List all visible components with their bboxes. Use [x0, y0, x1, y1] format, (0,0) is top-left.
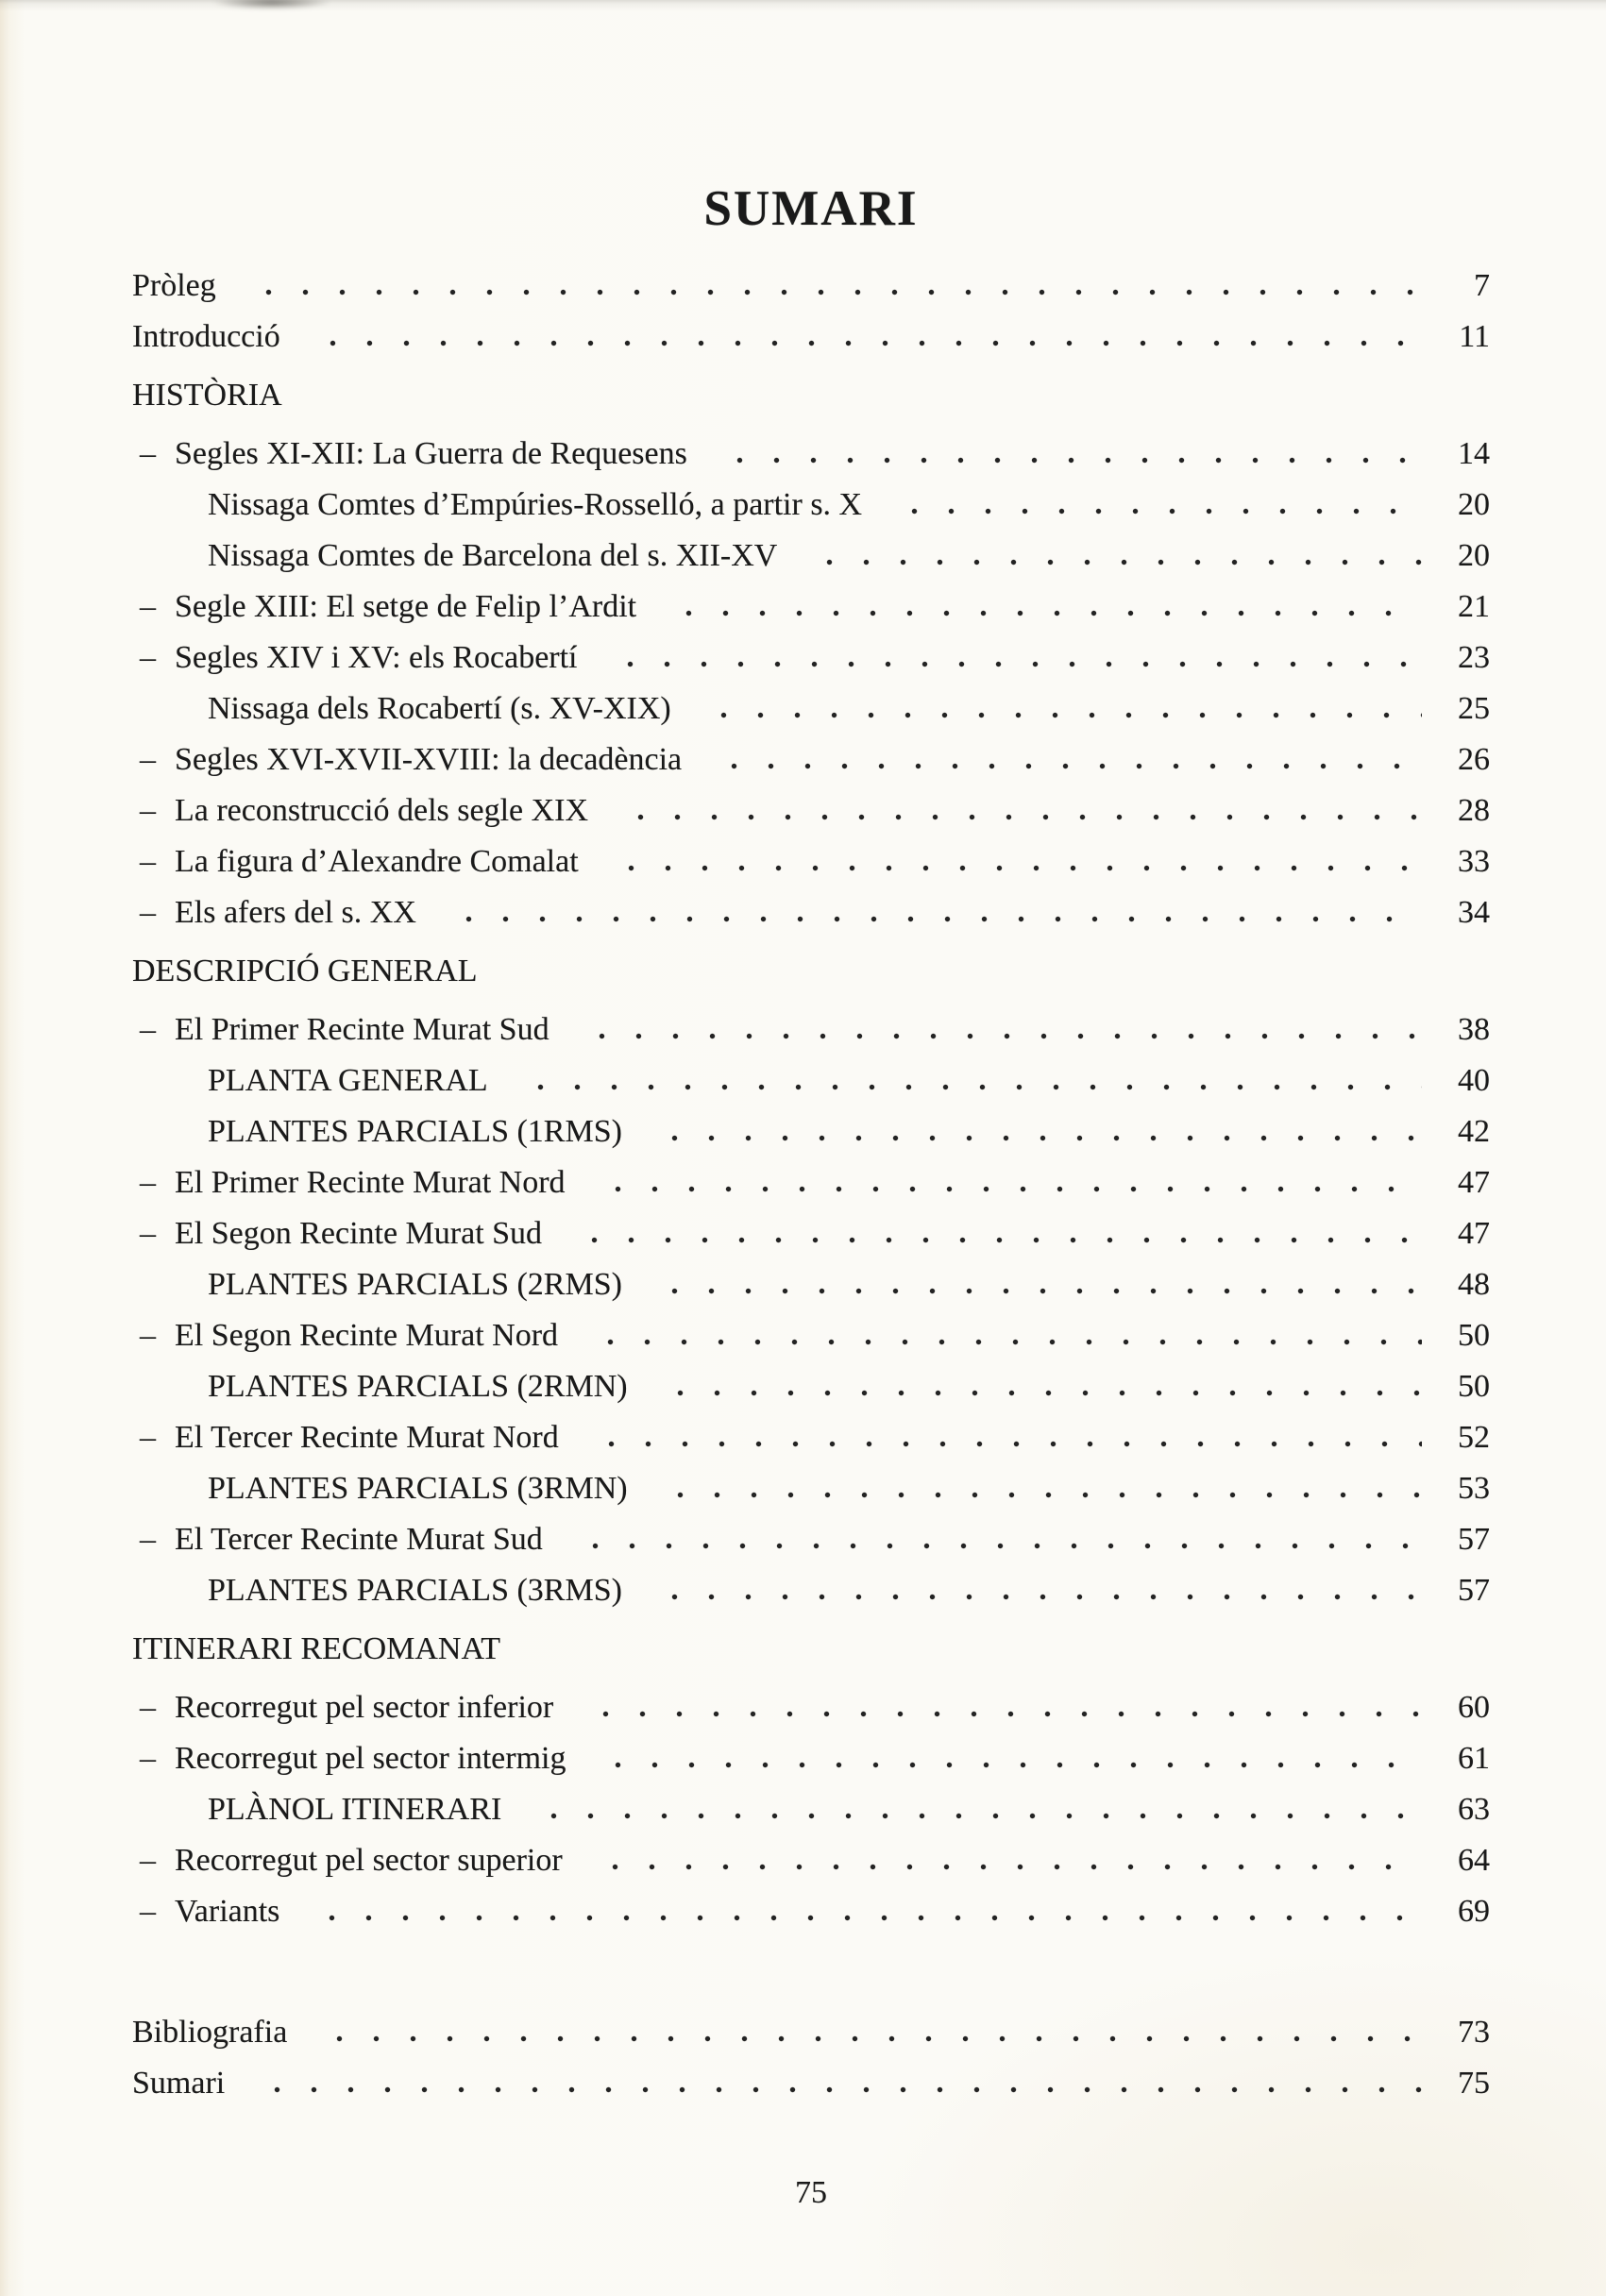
toc-entry-page: 75: [1458, 2066, 1490, 2101]
toc-entry-page: 20: [1458, 487, 1490, 522]
toc-row: [132, 1624, 1490, 1675]
toc-entry-label: La reconstrucció dels segle XIX: [175, 793, 589, 828]
toc-entry-page: 47: [1458, 1165, 1490, 1200]
dot-leader: [656, 1490, 1422, 1498]
toc-entry-label: Nissaga Comtes de Barcelona del s. XII-XV: [208, 538, 778, 573]
toc-row: [132, 1565, 1490, 1616]
toc-entry-label: PLANTA GENERAL: [208, 1063, 488, 1098]
toc-entry-page: 23: [1458, 640, 1490, 675]
toc-entry-page: 42: [1458, 1114, 1490, 1149]
dash-marker: –: [140, 640, 156, 675]
toc-row: [132, 480, 1490, 531]
toc-row: [132, 1682, 1490, 1733]
toc-row: [132, 1784, 1490, 1835]
dot-leader: [617, 812, 1422, 820]
dash-marker: –: [140, 1522, 156, 1557]
toc-entry-label: El Segon Recinte Murat Sud: [175, 1216, 543, 1251]
toc-entry-page: 60: [1458, 1690, 1490, 1725]
dot-leader: [586, 1337, 1422, 1345]
dot-leader: [700, 710, 1422, 718]
toc-entry-label: Sumari: [132, 2066, 226, 2101]
toc-entry-label: PLANTES PARCIALS (1RMS): [208, 1114, 622, 1149]
toc-row: [132, 1463, 1490, 1514]
toc-entry-label: Segles XVI-XVII-XVIII: la decadència: [175, 742, 683, 777]
toc-entry-label: DESCRIPCIÓ GENERAL: [132, 954, 478, 988]
dot-leader: [716, 455, 1422, 464]
toc-entry-label: PLANTES PARCIALS (3RMN): [208, 1471, 628, 1506]
dot-leader: [570, 1235, 1422, 1243]
dash-marker: –: [140, 844, 156, 879]
footer-page-number: 75: [795, 2175, 827, 2210]
toc-entry-label: PLANTES PARCIALS (2RMS): [208, 1267, 622, 1302]
toc-entry-label: El Tercer Recinte Murat Sud: [175, 1522, 543, 1557]
toc-row: [132, 1208, 1490, 1259]
toc-entry-page: 28: [1458, 793, 1490, 828]
toc-row: [132, 633, 1490, 684]
toc-entry-label: PLANTES PARCIALS (3RMS): [208, 1573, 622, 1608]
toc-row: [132, 1514, 1490, 1565]
dash-marker: –: [140, 1843, 156, 1878]
toc-entry-label: Variants: [175, 1894, 280, 1929]
toc-entry-page: 26: [1458, 742, 1490, 777]
dot-leader: [651, 1286, 1422, 1294]
dash-marker: –: [140, 1741, 156, 1776]
dot-leader: [607, 863, 1422, 871]
dot-leader: [445, 914, 1422, 922]
toc-row: [132, 1055, 1490, 1106]
page-content: [132, 0, 1490, 2219]
dot-leader: [606, 659, 1423, 667]
toc-row: [132, 1886, 1490, 1937]
dash-marker: –: [140, 742, 156, 777]
toc-entry-label: Segle XIII: El setge de Felip l’Ardit: [175, 589, 637, 624]
dot-leader: [516, 1082, 1422, 1090]
toc-entry-label: Pròleg: [132, 268, 216, 303]
page-title: SUMARI: [703, 181, 919, 236]
dash-marker: –: [140, 1216, 156, 1251]
dot-leader: [308, 1913, 1422, 1921]
dot-leader: [582, 1709, 1422, 1717]
toc-entry-page: 52: [1458, 1420, 1490, 1455]
toc-entry-page: 50: [1458, 1369, 1490, 1404]
toc-row: [132, 1004, 1490, 1055]
dash-marker: –: [140, 1012, 156, 1047]
toc-entry-label: La figura d’Alexandre Comalat: [175, 844, 579, 879]
dot-leader: [805, 557, 1422, 566]
toc-row: [132, 734, 1490, 785]
dot-leader: [710, 761, 1422, 769]
toc-entry-page: 50: [1458, 1318, 1490, 1353]
dot-leader: [315, 2034, 1422, 2042]
toc-entry-page: 63: [1458, 1792, 1490, 1827]
dash-marker: –: [140, 589, 156, 624]
toc-row: [132, 785, 1490, 836]
toc-row: [132, 2007, 1490, 2058]
toc-entry-page: 14: [1458, 436, 1490, 471]
toc-entry-label: PLANTES PARCIALS (2RMN): [208, 1369, 628, 1404]
toc-entry-label: Nissaga Comtes d’Empúries-Rosselló, a partir s. X: [208, 487, 863, 522]
toc-row: [132, 312, 1490, 363]
dot-leader: [571, 1541, 1422, 1549]
toc-row: [132, 946, 1490, 997]
toc-entry-page: 34: [1458, 895, 1490, 930]
toc-entry-label: El Segon Recinte Murat Nord: [175, 1318, 559, 1353]
dash-marker: –: [140, 1894, 156, 1929]
toc-entry-page: 64: [1458, 1843, 1490, 1878]
toc-entry-page: 40: [1458, 1063, 1490, 1098]
toc-entry-page: 20: [1458, 538, 1490, 573]
dot-leader: [253, 2085, 1422, 2093]
dot-leader: [651, 1133, 1422, 1141]
toc-row: [132, 1106, 1490, 1157]
table-of-contents: [132, 261, 1490, 2109]
toc-row: [132, 429, 1490, 480]
toc-entry-page: 33: [1458, 844, 1490, 879]
toc-row: [132, 1835, 1490, 1886]
toc-row: [132, 1733, 1490, 1784]
toc-entry-page: 57: [1458, 1522, 1490, 1557]
toc-entry-label: ITINERARI RECOMANAT: [132, 1631, 501, 1666]
toc-row: [132, 370, 1490, 421]
toc-row: [132, 1259, 1490, 1310]
toc-entry-label: Introducció: [132, 319, 280, 354]
toc-entry-page: 25: [1458, 691, 1490, 726]
toc-entry-label: El Primer Recinte Murat Sud: [175, 1012, 549, 1047]
dot-leader: [594, 1184, 1422, 1192]
toc-entry-page: 11: [1459, 319, 1490, 354]
dot-leader: [578, 1031, 1422, 1039]
toc-entry-page: 61: [1458, 1741, 1490, 1776]
dash-marker: –: [140, 436, 156, 471]
dot-leader: [656, 1388, 1422, 1396]
toc-entry-label: HISTÒRIA: [132, 378, 282, 413]
toc-entry-page: 47: [1458, 1216, 1490, 1251]
dash-marker: –: [140, 1690, 156, 1725]
toc-row: [132, 1412, 1490, 1463]
dot-leader: [530, 1811, 1422, 1819]
toc-entry-label: PLÀNOL ITINERARI: [208, 1792, 502, 1827]
dot-leader: [594, 1760, 1422, 1768]
dot-leader: [587, 1439, 1422, 1447]
dot-leader: [890, 506, 1422, 515]
toc-row: [132, 1361, 1490, 1412]
toc-entry-page: 73: [1458, 2015, 1490, 2050]
toc-row: [132, 684, 1490, 734]
toc-entry-label: El Tercer Recinte Murat Nord: [175, 1420, 559, 1455]
dash-marker: –: [140, 793, 156, 828]
toc-entry-page: 21: [1458, 589, 1490, 624]
toc-entry-page: 57: [1458, 1573, 1490, 1608]
toc-entry-label: Segles XIV i XV: els Rocabertí: [175, 640, 578, 675]
dot-leader: [245, 287, 1422, 295]
toc-row: [132, 1310, 1490, 1361]
toc-entry-page: 48: [1458, 1267, 1490, 1302]
toc-row: [132, 582, 1490, 633]
toc-entry-label: Segles XI-XII: La Guerra de Requesens: [175, 436, 687, 471]
toc-entry-page: 69: [1458, 1894, 1490, 1929]
toc-row: [132, 887, 1490, 938]
toc-entry-page: 7: [1474, 268, 1490, 303]
toc-row: [132, 531, 1490, 582]
dot-leader: [309, 338, 1422, 346]
toc-entry-page: 53: [1458, 1471, 1490, 1506]
toc-entry-label: Els afers del s. XX: [175, 895, 416, 930]
toc-row: [132, 261, 1490, 312]
toc-entry-label: Nissaga dels Rocabertí (s. XV-XIX): [208, 691, 671, 726]
toc-entry-page: 38: [1458, 1012, 1490, 1047]
toc-row: [132, 1157, 1490, 1208]
dot-leader: [651, 1592, 1422, 1600]
toc-row: [132, 2058, 1490, 2109]
toc-entry-label: Recorregut pel sector intermig: [175, 1741, 566, 1776]
toc-row: [132, 836, 1490, 887]
dash-marker: –: [140, 895, 156, 930]
dot-leader: [665, 608, 1422, 616]
toc-entry-label: Recorregut pel sector superior: [175, 1843, 563, 1878]
toc-entry-label: Recorregut pel sector inferior: [175, 1690, 554, 1725]
dash-marker: –: [140, 1318, 156, 1353]
toc-entry-label: Bibliografia: [132, 2015, 288, 2050]
dash-marker: –: [140, 1165, 156, 1200]
toc-entry-label: El Primer Recinte Murat Nord: [175, 1165, 566, 1200]
dash-marker: –: [140, 1420, 156, 1455]
dot-leader: [591, 1862, 1422, 1870]
